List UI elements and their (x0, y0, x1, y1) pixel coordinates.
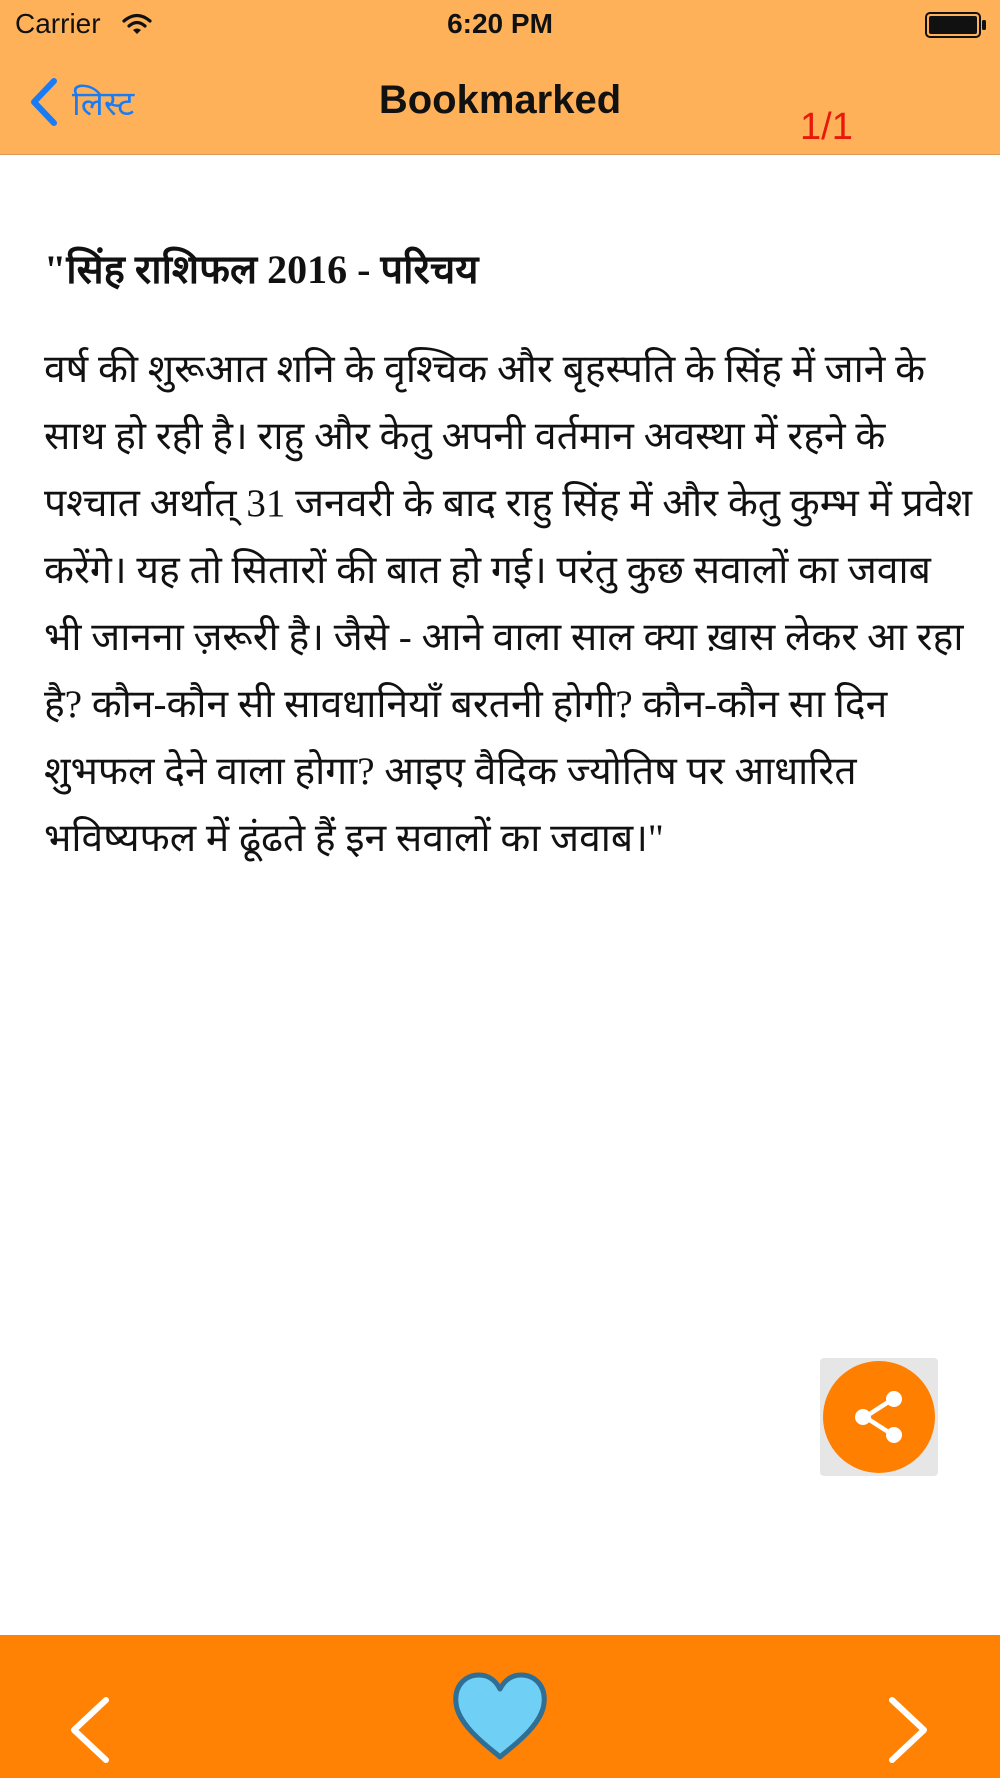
carrier-label: Carrier (15, 8, 101, 39)
battery-icon (925, 12, 987, 38)
share-icon (849, 1387, 909, 1447)
previous-button[interactable] (66, 1695, 114, 1765)
heart-icon (450, 1671, 550, 1763)
next-button[interactable] (884, 1695, 932, 1765)
article-body: वर्ष की शुरूआत शनि के वृश्चिक और बृहस्पति के सिंह में जाने के साथ हो रही है। राहु और केतु अपनी वर्तमान अवस्था में रहने के पश्चात अर्थात् 31 जनवरी के बाद राहु सिंह में और केतु कुम्भ में प्रवेश करेंगे। यह तो सितारों की बात हो गई। परंतु कुछ सवालों का जवाब भी जानना ज़रूरी है। जैसे - आने वाला साल क्या ख़ास लेकर आ रहा है? कौन-कौन सी सावधानियाँ बरतनी होगी? कौन-कौन सा दिन शुभफल देने वाला होगा? आइए वैदिक ज्योतिष पर आधारित भविष्यफल में ढूंढते हैं इन सवालों का जवाब।" (44, 348, 973, 860)
status-bar (0, 0, 1000, 50)
bottom-toolbar (0, 1635, 1000, 1778)
chevron-left-icon (66, 1695, 114, 1765)
share-button-circle (823, 1361, 935, 1473)
status-time: 6:20 PM (447, 8, 553, 39)
navigation-bar (0, 50, 1000, 155)
page-title: Bookmarked (378, 78, 622, 122)
article-content (44, 240, 974, 872)
bookmark-button[interactable] (450, 1671, 550, 1763)
page-counter: 1/1 (800, 106, 853, 148)
share-button[interactable] (820, 1358, 938, 1476)
article-title: "सिंह राशिफल 2016 - परिचय (44, 247, 479, 292)
chevron-right-icon (884, 1695, 932, 1765)
back-button-label: लिस्ट (72, 84, 135, 124)
